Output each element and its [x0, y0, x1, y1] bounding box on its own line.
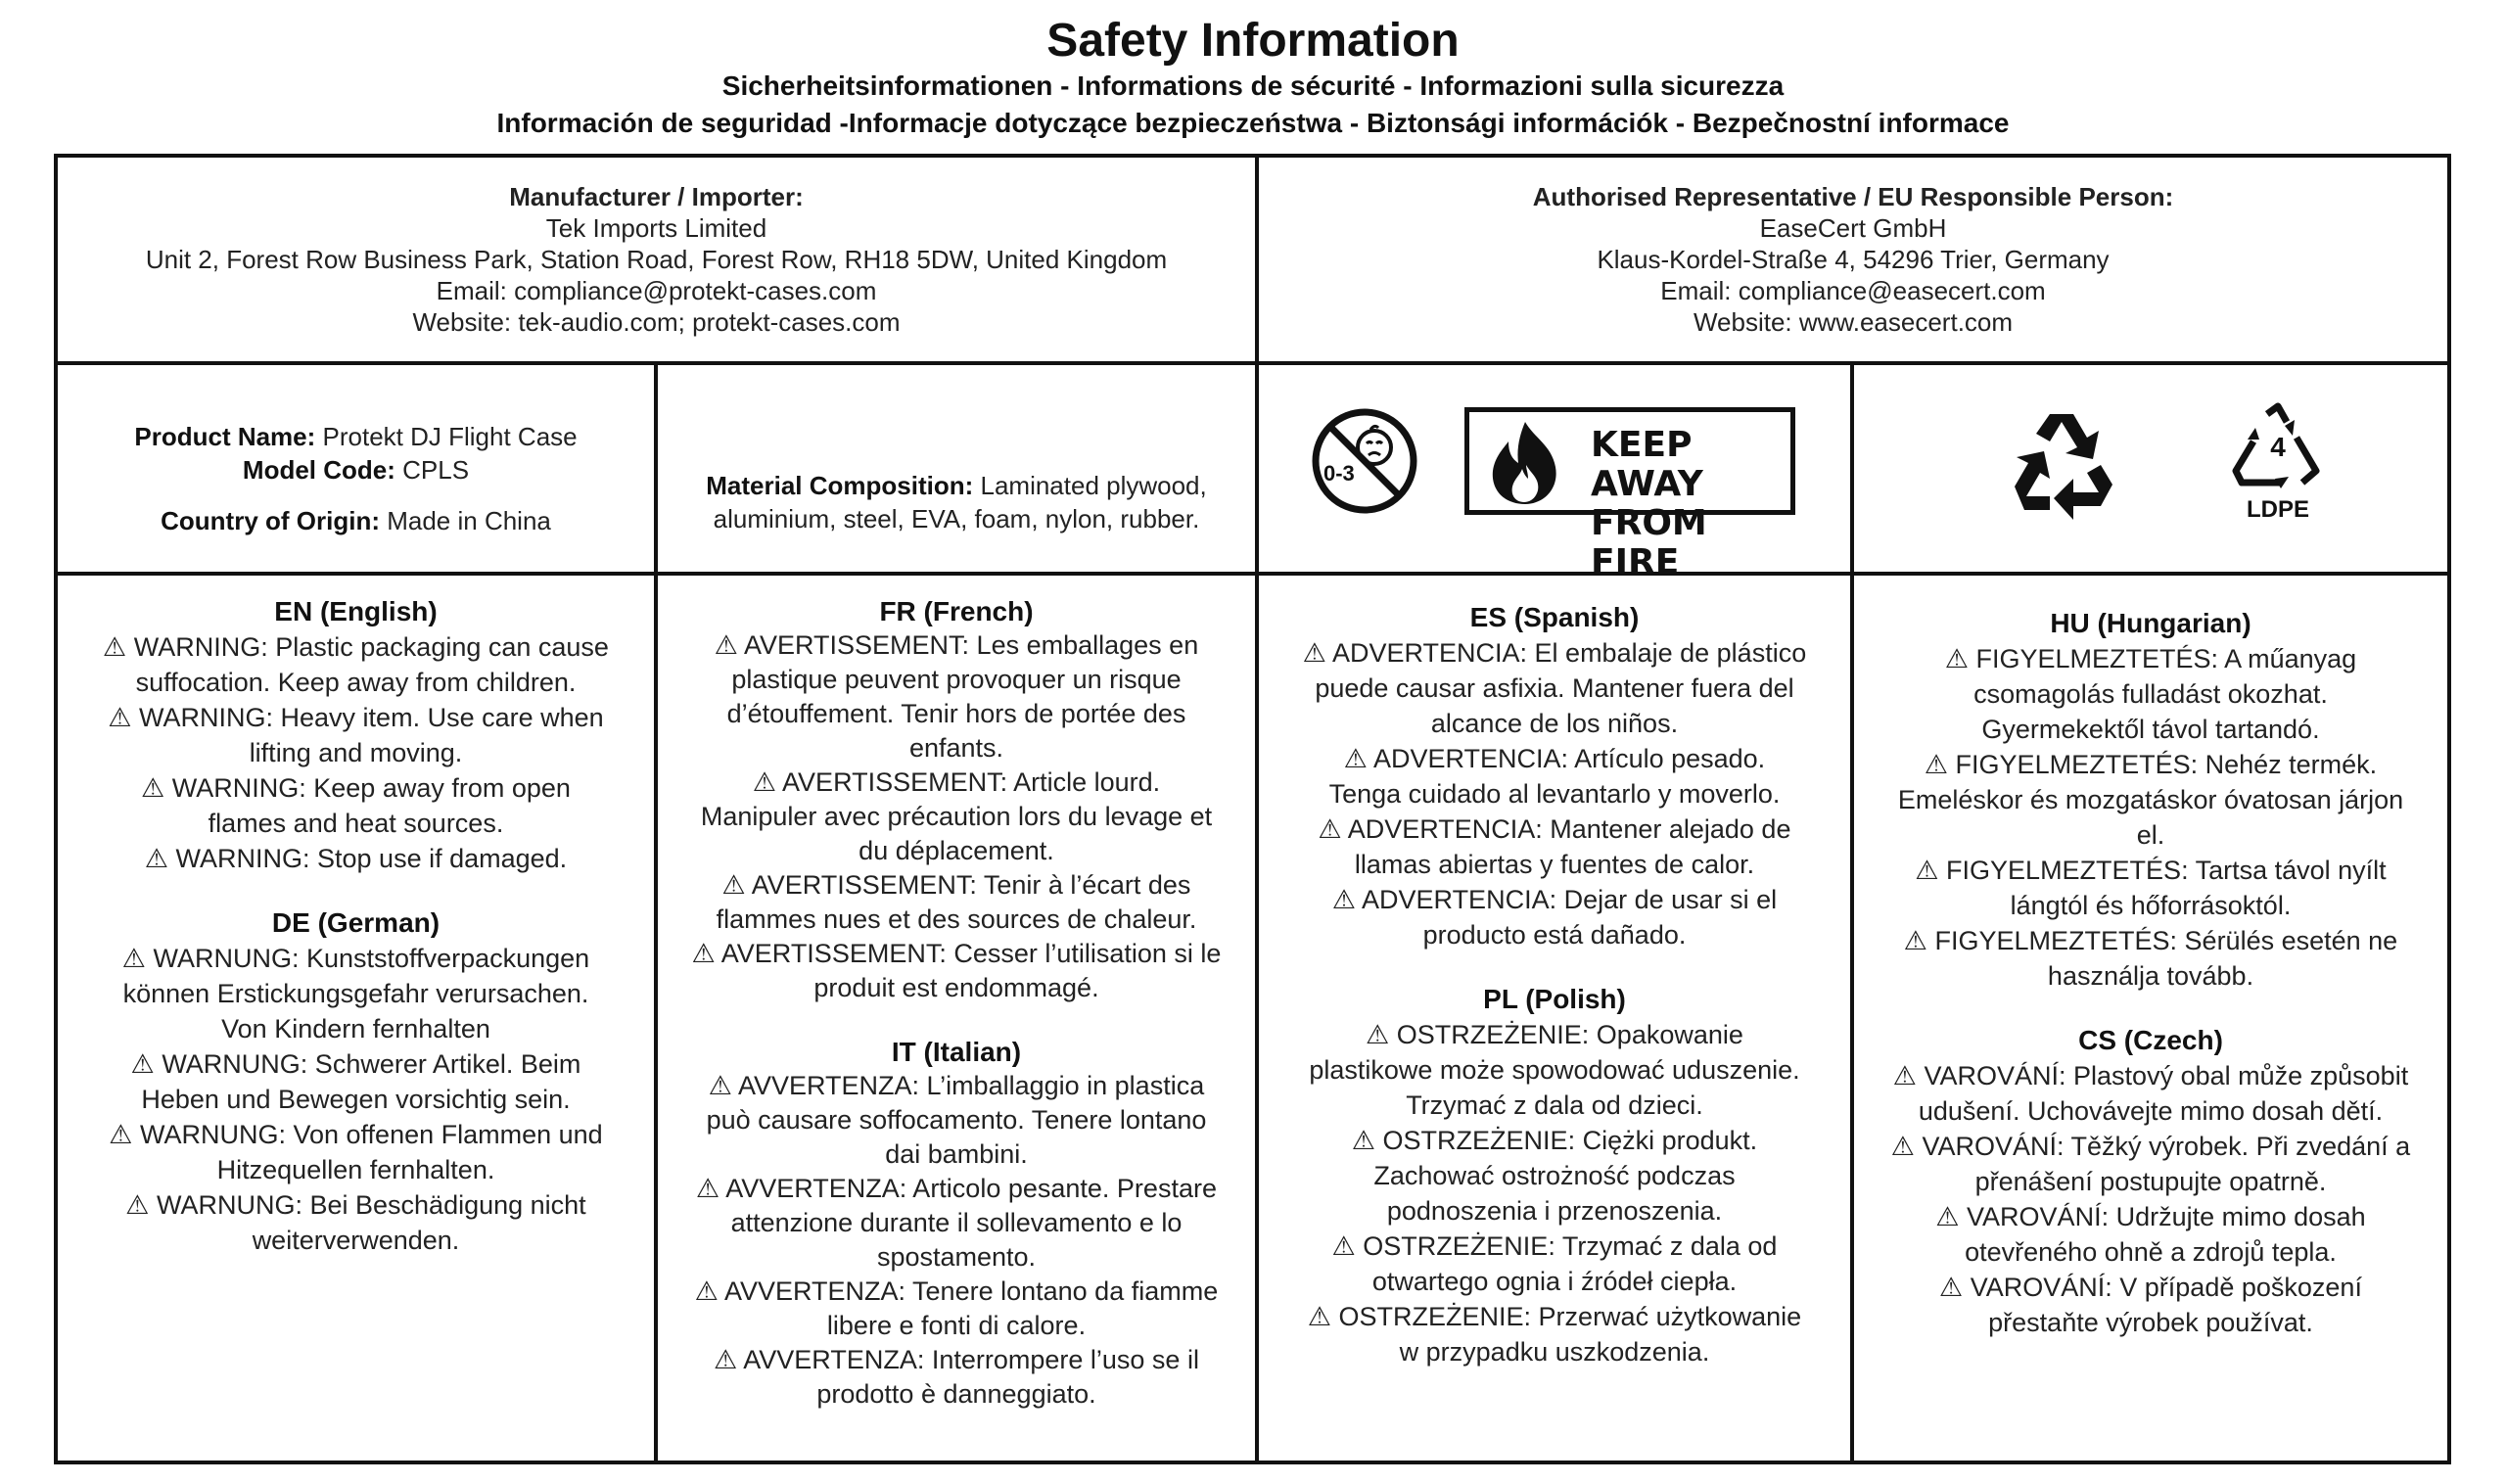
material-value-1: Laminated plywood,: [980, 471, 1207, 500]
fr-line: d’étouffement. Tenir hors de portée des: [726, 699, 1186, 728]
material-line-1: [658, 469, 1255, 502]
hu-line: lángtól és hőforrásoktól.: [2010, 891, 2292, 920]
age-label: 0-3: [1323, 461, 1355, 486]
material-composition: [658, 469, 1255, 535]
it-line: dai bambini.: [885, 1139, 1028, 1169]
de-line: ⚠ WARNUNG: Kunststoffverpackungen: [121, 944, 590, 973]
cs-line: ⚠ VAROVÁNÍ: Plastový obal může způsobit: [1892, 1061, 2409, 1090]
fr-line: ⚠ AVERTISSEMENT: Les emballages en: [714, 630, 1199, 660]
manufacturer-name: Tek Imports Limited: [545, 213, 767, 243]
hu-line: használja tovább.: [2047, 961, 2254, 991]
manufacturer-website: tek-audio.com; protekt-cases.com: [518, 307, 901, 337]
it-line: ⚠ AVVERTENZA: Interrompere l’uso se il: [714, 1345, 1199, 1374]
en-line: flames and heat sources.: [208, 809, 504, 838]
fr-line: Manipuler avec précaution lors du levage et: [700, 802, 1213, 831]
fr-line: produit est endommagé.: [813, 973, 1099, 1002]
fr-line: flammes nues et des sources de chaleur.: [716, 904, 1197, 934]
ldpe-recycle-4-icon: [2224, 400, 2332, 528]
es-line: ⚠ ADVERTENCIA: Artículo pesado.: [1343, 744, 1766, 773]
representative-email: Email: compliance@easecert.com: [1660, 276, 2046, 305]
country-of-origin-label: Country of Origin:: [161, 506, 380, 535]
representative-name: EaseCert GmbH: [1759, 213, 1947, 243]
hu-line: el.: [2136, 820, 2165, 850]
recycling-icon: [2003, 404, 2120, 522]
it-line: spostamento.: [876, 1242, 1037, 1272]
safety-table: [54, 154, 2451, 1464]
product-name-label: Product Name:: [134, 422, 316, 451]
manufacturer-website-row: [58, 306, 1255, 338]
fire-warning-text: [1591, 426, 1790, 582]
pl-line: w przypadku uszkodzenia.: [1399, 1337, 1710, 1367]
cs-heading: CS (Czech): [2078, 1025, 2223, 1055]
row-divider-2: [58, 572, 2447, 576]
country-of-origin-row: [58, 504, 654, 537]
product-info: [58, 420, 654, 537]
en-line: ⚠ WARNING: Stop use if damaged.: [144, 844, 568, 873]
es-line: ⚠ ADVERTENCIA: Dejar de usar si el: [1331, 885, 1778, 914]
hu-heading: HU (Hungarian): [2050, 608, 2251, 638]
hu-line: ⚠ FIGYELMEZTETÉS: A műanyag: [1944, 644, 2357, 673]
manufacturer-heading: Manufacturer / Importer:: [509, 182, 804, 211]
pl-line: plastikowe może spowodować uduszenie.: [1309, 1055, 1800, 1085]
hu-line: Emeléskor és mozgatáskor óvatosan járjon: [1897, 785, 2404, 814]
fr-line: ⚠ AVERTISSEMENT: Tenir à l’écart des: [721, 870, 1191, 900]
es-line: producto está dañado.: [1422, 920, 1687, 950]
flame-icon: [1483, 418, 1567, 508]
fr-line: plastique peuvent provoquer un risque: [731, 665, 1182, 694]
manufacturer-block: [58, 181, 1255, 338]
country-of-origin-value: Made in China: [387, 506, 551, 535]
material-label: Material Composition:: [706, 471, 974, 500]
keep-away-from-fire-label: [1464, 407, 1795, 582]
pl-line: podnoszenia i przenoszenia.: [1386, 1196, 1723, 1226]
es-line: alcance de los niños.: [1430, 709, 1679, 738]
en-line: suffocation. Keep away from children.: [135, 668, 577, 697]
en-heading: EN (English): [274, 596, 438, 626]
representative-website: Website: www.easecert.com: [1693, 307, 2014, 337]
representative-heading: Authorised Representative / EU Responsible Person:: [1532, 182, 2174, 211]
material-value-2: aluminium, steel, EVA, foam, nylon, rubber.: [713, 504, 1200, 533]
product-name-value: Protekt DJ Flight Case: [322, 422, 578, 451]
it-line: ⚠ AVVERTENZA: L’imballaggio in plastica: [708, 1071, 1205, 1100]
pl-line: Trzymać z dala od dzieci.: [1406, 1090, 1703, 1120]
fr-line: ⚠ AVERTISSEMENT: Cesser l’utilisation si le: [691, 939, 1222, 968]
cs-line: přestaňte výrobek používat.: [1988, 1308, 2313, 1337]
model-code-value: CPLS: [402, 455, 470, 485]
de-line: weiterverwenden.: [252, 1226, 460, 1255]
es-line: ⚠ ADVERTENCIA: El embalaje de plástico: [1302, 638, 1807, 668]
it-line: ⚠ AVVERTENZA: Tenere lontano da fiamme: [694, 1276, 1219, 1306]
de-line: ⚠ WARNUNG: Von offenen Flammen und: [109, 1120, 603, 1149]
fr-line: enfants.: [908, 733, 1004, 763]
es-heading: ES (Spanish): [1469, 602, 1640, 632]
manufacturer-website-label: Website:: [412, 307, 512, 337]
en-line: lifting and moving.: [249, 738, 463, 767]
en-line: ⚠ WARNING: Keep away from open: [141, 773, 571, 803]
column-fr-it: [658, 594, 1255, 1412]
pl-line: ⚠ OSTRZEŻENIE: Opakowanie: [1366, 1020, 1743, 1049]
subtitle-line-2: Información de seguridad -Informacje dotyczące bezpieczeństwa - Biztonsági információk - Bezpečnostní informace: [496, 108, 2010, 138]
column-en-de: [58, 594, 654, 1258]
en-line: ⚠ WARNING: Plastic packaging can cause: [103, 632, 609, 662]
cs-line: otevřeného ohně a zdrojů tepla.: [1965, 1237, 2337, 1267]
cs-line: udušení. Uchovávejte mimo dosah dětí.: [1918, 1096, 2384, 1126]
en-line: ⚠ WARNING: Heavy item. Use care when: [108, 703, 604, 732]
de-line: Heben und Bewegen vorsichtig sein.: [141, 1085, 571, 1114]
hu-line: ⚠ FIGYELMEZTETÉS: Nehéz termék.: [1924, 750, 2378, 779]
it-heading: IT (Italian): [891, 1037, 1022, 1067]
de-heading: DE (German): [271, 907, 441, 938]
hu-line: ⚠ FIGYELMEZTETÉS: Tartsa távol nyílt: [1915, 856, 2387, 885]
pl-line: Zachować ostrożność podczas: [1373, 1161, 1736, 1190]
it-line: prodotto è danneggiato.: [816, 1379, 1096, 1409]
es-line: llamas abiertas y fuentes de calor.: [1354, 850, 1755, 879]
de-line: ⚠ WARNUNG: Bei Beschädigung nicht: [125, 1190, 586, 1220]
model-code-label: Model Code:: [242, 455, 395, 485]
de-line: können Erstickungsgefahr verursachen.: [122, 979, 589, 1008]
ldpe-label: LDPE: [2246, 496, 2309, 523]
hu-line: csomagolás fulladást okozhat.: [1973, 679, 2328, 709]
hu-line: Gyermekektől távol tartandó.: [1981, 715, 2320, 744]
row-divider-1: [58, 361, 2447, 365]
de-line: ⚠ WARNUNG: Schwerer Artikel. Beim: [130, 1049, 581, 1079]
hu-line: ⚠ FIGYELMEZTETÉS: Sérülés esetén ne: [1903, 926, 2398, 955]
product-name-row: [58, 420, 654, 453]
not-for-ages-0-3-icon: [1310, 406, 1419, 516]
it-line: attenzione durante il sollevamento e lo: [730, 1208, 1183, 1237]
it-line: può causare soffocamento. Tenere lontano: [706, 1105, 1207, 1135]
fr-heading: FR (French): [879, 596, 1034, 626]
column-hu-cs: [1854, 606, 2447, 1340]
it-line: libere e fonti di calore.: [826, 1311, 1087, 1340]
de-line: Hitzequellen fernhalten.: [216, 1155, 495, 1184]
cs-line: ⚠ VAROVÁNÍ: V případě poškození: [1939, 1273, 2362, 1302]
cs-line: ⚠ VAROVÁNÍ: Udržujte mimo dosah: [1935, 1202, 2366, 1231]
fire-warning-line-1: KEEP AWAY: [1591, 425, 1703, 504]
pl-line: ⚠ OSTRZEŻENIE: Trzymać z dala od: [1331, 1231, 1778, 1261]
ldpe-number: 4: [2270, 432, 2286, 462]
fr-line: du déplacement.: [859, 836, 1054, 865]
pl-line: ⚠ OSTRZEŻENIE: Ciężki produkt.: [1351, 1126, 1758, 1155]
es-line: puede causar asfixia. Mantener fuera del: [1315, 673, 1794, 703]
it-line: ⚠ AVVERTENZA: Articolo pesante. Prestare: [696, 1174, 1217, 1203]
page-title: Safety Information: [1046, 15, 1460, 67]
manufacturer-address: Unit 2, Forest Row Business Park, Station Road, Forest Row, RH18 5DW, United Kingdom: [145, 245, 1168, 274]
representative-address: Klaus-Kordel-Straße 4, 54296 Trier, Germany: [1597, 245, 2110, 274]
pl-line: ⚠ OSTRZEŻENIE: Przerwać użytkowanie: [1307, 1302, 1802, 1331]
fr-line: ⚠ AVERTISSEMENT: Article lourd.: [752, 767, 1161, 797]
cs-line: přenášení postupujte opatrně.: [1974, 1167, 2327, 1196]
model-code-row: [58, 453, 654, 487]
de-line: Von Kindern fernhalten: [221, 1014, 490, 1043]
manufacturer-email: Email: compliance@protekt-cases.com: [436, 276, 877, 305]
fire-warning-line-2: FROM FIRE: [1591, 503, 1707, 582]
es-line: ⚠ ADVERTENCIA: Mantener alejado de: [1318, 814, 1791, 844]
es-line: Tenga cuidado al levantarlo y moverlo.: [1328, 779, 1781, 809]
subtitle-line-1: Sicherheitsinformationen - Informations de sécurité - Informazioni sulla sicurezza: [721, 70, 1785, 101]
column-es-pl: [1259, 600, 1850, 1369]
pl-line: otwartego ognia i źródeł ciepła.: [1371, 1267, 1738, 1296]
cs-line: ⚠ VAROVÁNÍ: Těžký výrobek. Při zvedání a: [1890, 1132, 2411, 1161]
pl-heading: PL (Polish): [1483, 984, 1626, 1014]
representative-block: [1259, 181, 2447, 338]
